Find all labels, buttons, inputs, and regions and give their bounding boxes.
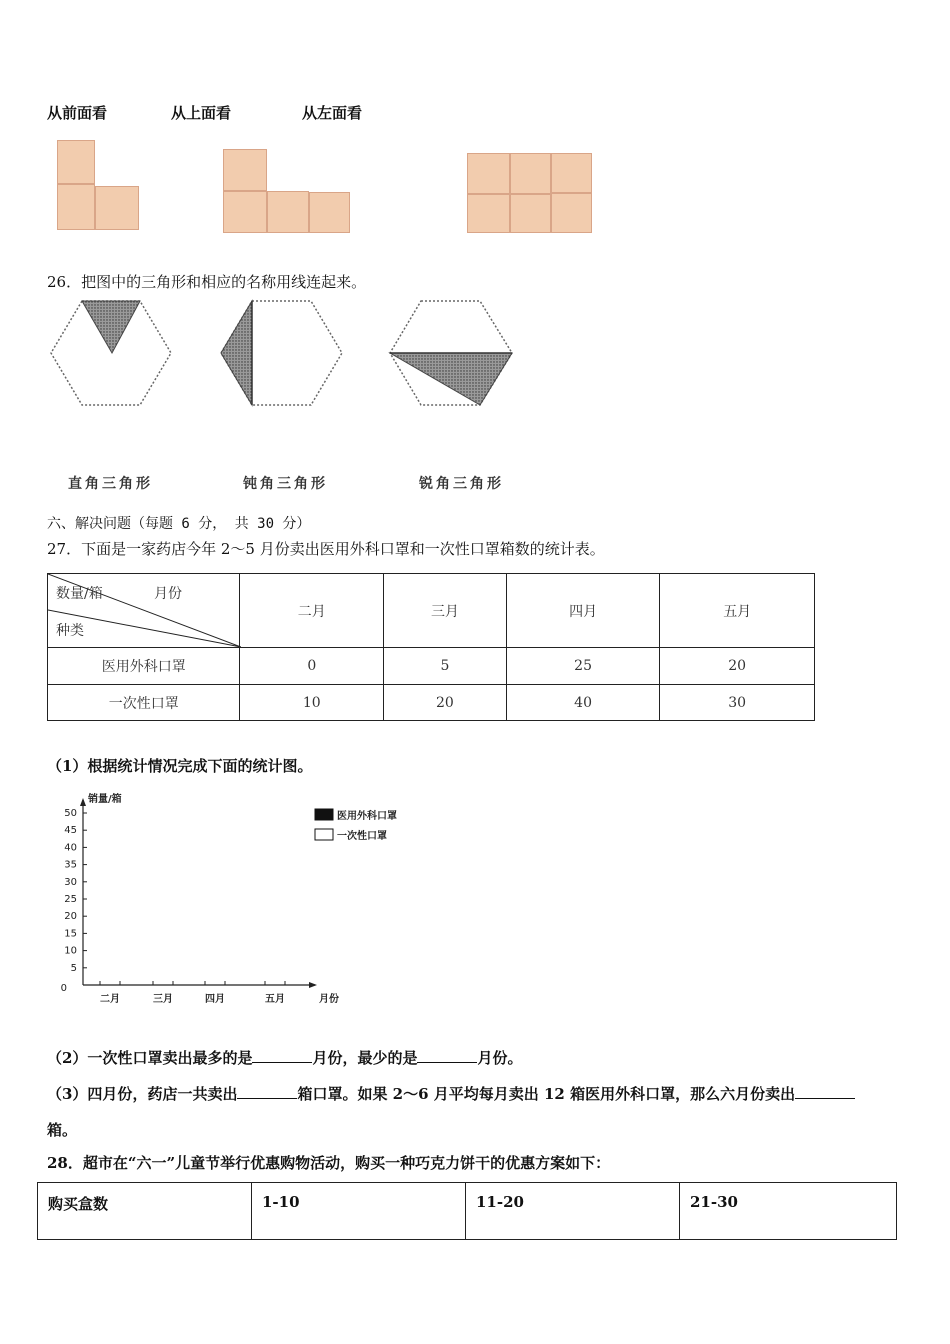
x-tick-label: 五月 xyxy=(265,994,285,1005)
y-tick-label: 30 xyxy=(64,876,77,888)
triangle-right-shaded xyxy=(221,301,252,405)
y-tick-label: 0 xyxy=(60,983,67,994)
question-27-part-3-end: 箱。 xyxy=(47,1121,78,1139)
legend-swatch-disposable xyxy=(315,829,333,840)
y-tick-label: 15 xyxy=(64,928,77,940)
table-cell: 40 xyxy=(506,685,660,721)
table-row xyxy=(48,648,815,685)
table-cell: 25 xyxy=(506,648,660,685)
label-acute-triangle: 锐角三角形 xyxy=(419,476,504,492)
y-tick-label: 5 xyxy=(70,962,77,974)
table-cell: 20 xyxy=(660,648,815,685)
part-2-text-c: 月份。 xyxy=(477,1049,523,1067)
answer-blank-most[interactable] xyxy=(252,1048,312,1063)
legend-swatch-surgical xyxy=(315,809,333,820)
triangle-obtuse-shaded xyxy=(390,353,512,405)
month-header: 四月 xyxy=(506,574,660,648)
question-28: 28．超市在“六一”儿童节举行优惠购物活动，购买一种巧克力饼干的优惠方案如下： xyxy=(47,1154,611,1172)
month-header: 二月 xyxy=(240,574,384,648)
promo-header: 购买盒数 xyxy=(38,1183,252,1240)
table-cell: 5 xyxy=(384,648,507,685)
y-axis-arrow xyxy=(80,798,86,806)
corner-month: 月份 xyxy=(154,586,182,602)
answer-blank-june[interactable] xyxy=(795,1084,855,1099)
question-27-part-3 xyxy=(47,1083,855,1104)
month-header: 五月 xyxy=(660,574,815,648)
view-label-top: 从上面看 xyxy=(171,104,232,122)
x-axis-arrow xyxy=(309,982,317,988)
y-tick-label: 50 xyxy=(64,808,77,819)
x-tick-label: 二月 xyxy=(100,994,120,1005)
question-27-part-1: （1）根据统计情况完成下面的统计图。 xyxy=(47,757,313,775)
corner-quantity: 数量/箱 xyxy=(56,586,103,602)
part-2-text-a: （2）一次性口罩卖出最多的是 xyxy=(47,1049,253,1067)
question-27: 27．下面是一家药店今年 2～5 月份卖出医用外科口罩和一次性口罩箱数的统计表。 xyxy=(47,540,605,558)
y-tick-label: 25 xyxy=(64,894,77,905)
table-corner-cell xyxy=(48,574,240,648)
y-axis-label: 销量/箱 xyxy=(88,794,122,805)
view-label-left: 从左面看 xyxy=(302,104,363,122)
question-27-part-2 xyxy=(47,1047,522,1068)
view-label-front: 从前面看 xyxy=(47,104,108,122)
section-6-title: 六、解决问题（每题 6 分， 共 30 分） xyxy=(47,516,311,532)
bar-chart xyxy=(55,785,435,1015)
table-cell: 0 xyxy=(240,648,384,685)
row-label: 一次性口罩 xyxy=(48,685,240,721)
table-row xyxy=(38,1183,897,1240)
part-2-text-b: 月份，最少的是 xyxy=(312,1049,418,1067)
mask-sales-table xyxy=(47,573,815,721)
y-tick-label: 20 xyxy=(64,911,77,923)
label-obtuse-triangle: 钝角三角形 xyxy=(243,476,328,492)
promo-range: 21-30 xyxy=(680,1183,897,1240)
table-cell: 30 xyxy=(660,685,815,721)
table-cell: 20 xyxy=(384,685,507,721)
x-tick-label: 四月 xyxy=(205,994,225,1005)
answer-blank-april-total[interactable] xyxy=(237,1084,297,1099)
promo-range: 11-20 xyxy=(466,1183,680,1240)
y-tick-label: 35 xyxy=(64,859,77,871)
question-26: 26．把图中的三角形和相应的名称用线连起来。 xyxy=(47,273,367,291)
month-header: 三月 xyxy=(384,574,507,648)
legend-label: 医用外科口罩 xyxy=(337,811,397,822)
legend-label: 一次性口罩 xyxy=(337,831,387,842)
part-3-text-b: 箱口罩。如果 2～6 月平均每月卖出 12 箱医用外科口罩，那么六月份卖出 xyxy=(297,1085,796,1103)
row-label: 医用外科口罩 xyxy=(48,648,240,685)
answer-blank-least[interactable] xyxy=(417,1048,477,1063)
part-3-text-a: （3）四月份，药店一共卖出 xyxy=(47,1085,238,1103)
y-tick-label: 40 xyxy=(64,842,77,854)
promo-table xyxy=(37,1182,897,1240)
corner-type: 种类 xyxy=(56,623,84,639)
hexagon-figures xyxy=(40,295,540,415)
table-row xyxy=(48,685,815,721)
table-cell: 10 xyxy=(240,685,384,721)
promo-range: 1-10 xyxy=(252,1183,466,1240)
y-tick-label: 10 xyxy=(64,945,77,957)
y-tick-label: 45 xyxy=(64,825,77,837)
label-right-triangle: 直角三角形 xyxy=(68,476,153,492)
x-axis-label: 月份 xyxy=(319,994,339,1005)
x-tick-label: 三月 xyxy=(153,994,173,1005)
triangle-acute-shaded xyxy=(82,301,140,353)
